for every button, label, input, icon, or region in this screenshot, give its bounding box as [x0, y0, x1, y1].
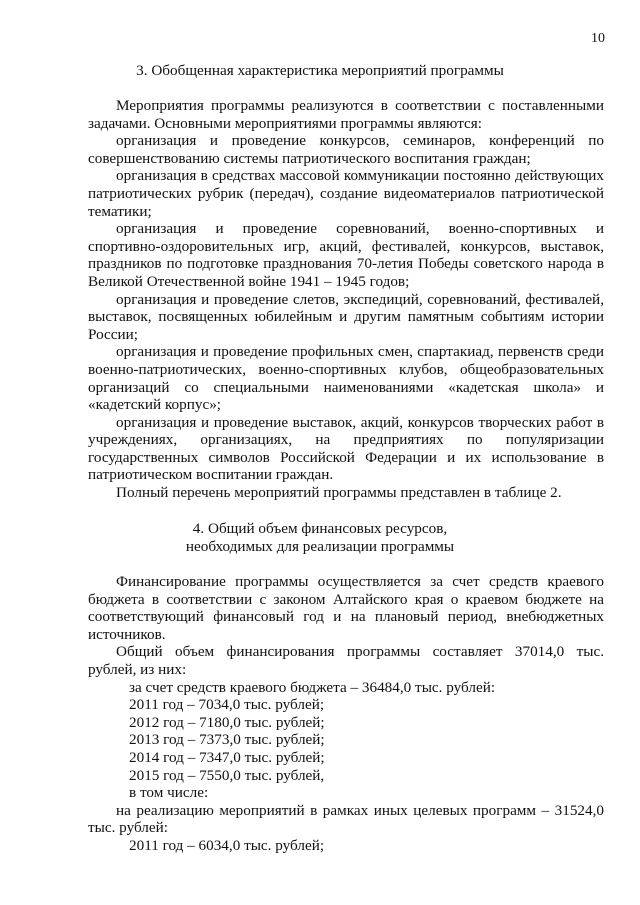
section-3-title: 3. Обобщенная характеристика мероприятий программы: [136, 62, 504, 79]
section-4-body: [88, 573, 604, 855]
section-4-paragraph: Финансирование программы осуществляется за счет средств краевого бюджета в соответствии с законом Алтайского края о краевом бюджете на соответствующий финансовый год и на плановый период, внебюджетных источников.: [88, 573, 604, 643]
section-4-title-line-1: 4. Общий объем финансовых ресурсов,: [192, 520, 448, 537]
other-programs-list: [88, 837, 604, 855]
including-line: в том числе:: [129, 784, 209, 802]
page-number: 10: [591, 31, 605, 46]
section-3-paragraph: Мероприятия программы реализуются в соответствии с поставленными задачами. Основными мероприятиями программы являются:: [88, 97, 604, 132]
regional-budget-intro: за счет средств краевого бюджета – 36484,0 тыс. рублей:: [129, 678, 496, 696]
budget-year-line: 2011 год – 7034,0 тыс. рублей;: [129, 696, 325, 714]
section-4-title-line-2: необходимых для реализации программы: [185, 538, 455, 555]
budget-year-line: 2013 год – 7373,0 тыс. рублей;: [129, 731, 325, 749]
budget-year-line: 2012 год – 7180,0 тыс. рублей;: [129, 713, 325, 731]
section-4-paragraph: Общий объем финансирования программы составляет 37014,0 тыс. рублей, из них:: [88, 643, 604, 678]
section-3-list-item: организация в средствах массовой коммуникации постоянно действующих патриотических рубрик (передач), создание видеоматериалов патриотической тематики;: [88, 167, 604, 220]
section-3-list-item: организация и проведение профильных смен, спартакиад, первенств среди военно-патриотических, военно-спортивных клубов, общеобразовательных организаций со специальными наименованиями «кадетская школа» и «кадетский корпус»;: [88, 343, 604, 414]
budget-year-line: 2015 год – 7550,0 тыс. рублей,: [129, 766, 325, 784]
other-programs-paragraph: на реализацию мероприятий в рамках иных целевых программ – 31524,0 тыс. рублей:: [88, 801, 604, 837]
regional-budget-list: [88, 679, 604, 802]
section-3-list-item: организация и проведение соревнований, военно-спортивных и спортивно-оздоровительных игр, акций, фестивалей, конкурсов, выставок, праздников по подготовке празднования 70-летия Победы советского народа в Великой Отечественной войне 1941 – 1945 годов;: [88, 220, 604, 290]
section-3-list-item: организация и проведение конкурсов, семинаров, конференций по совершенствованию системы патриотического воспитания граждан;: [88, 132, 604, 167]
budget-year-line: 2014 год – 7347,0 тыс. рублей;: [129, 748, 325, 766]
section-3-paragraph: Полный перечень мероприятий программы представлен в таблице 2.: [116, 484, 562, 502]
section-3-body: [88, 97, 604, 502]
budget-year-line: 2011 год – 6034,0 тыс. рублей;: [129, 836, 325, 854]
section-3-list-item: организация и проведение выставок, акций, конкурсов творческих работ в учреждениях, организациях, на предприятиях по популяризации государственных символов Российской Федерации и их использование в патриотическом воспитании граждан.: [88, 413, 604, 484]
section-3-list-item: организация и проведение слетов, экспедиций, соревнований, фестивалей, выставок, посвященных юбилейным и другим памятным событиям истории России;: [88, 290, 604, 343]
